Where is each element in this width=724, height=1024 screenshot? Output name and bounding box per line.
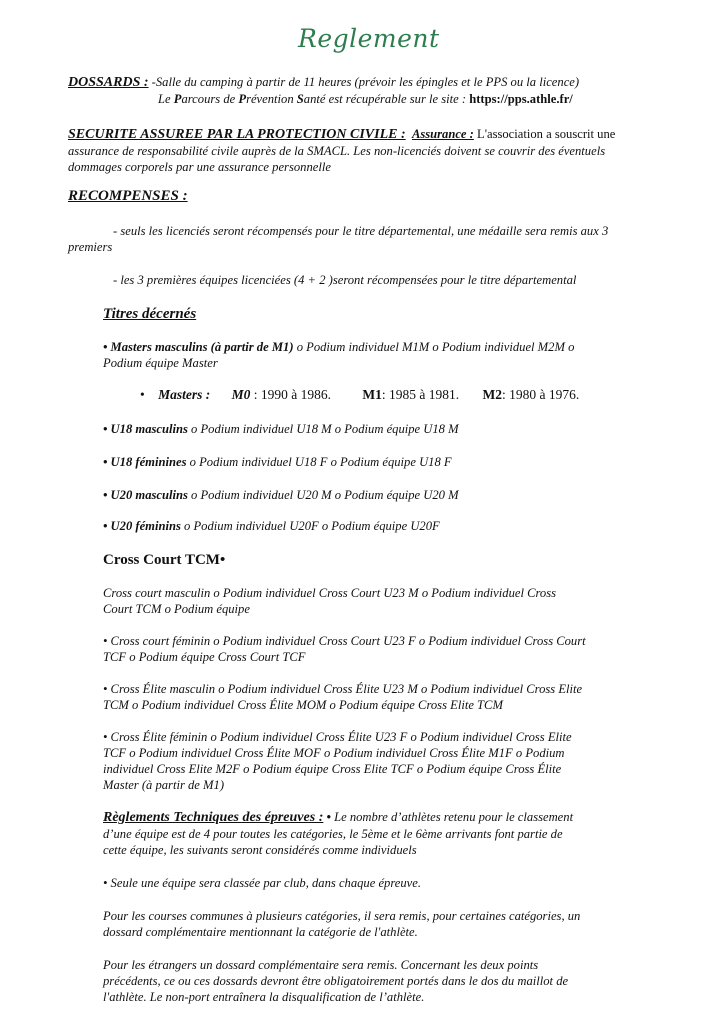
text-run: : 1980 à 1976.	[502, 387, 580, 402]
dossards-text: -Salle du camping à partir de 11 heures (prévoir les épingles et le PPS ou la licence)	[148, 75, 580, 89]
cross-p3-line-1: • Cross Élite masculin o Podium individuel Cross Élite U23 M o Podium individuel Cross Elite	[103, 682, 583, 696]
text-run: Masters :	[158, 387, 211, 402]
reglements-p3-line-2: dossard complémentaire mentionnant la catégorie de l'athlète.	[103, 925, 418, 939]
cross-p1-line-1: Cross court masculin o Podium individuel Cross Court U23 M o Podium individuel Cross	[103, 586, 557, 600]
text-run: P	[238, 92, 247, 106]
cross-p2-line-2: TCF o Podium équipe Cross Court TCF	[103, 650, 306, 664]
text-run: o Podium individuel M1M o Podium individuel M2M o	[293, 340, 575, 354]
recompenses-item-1-line-2: premiers	[68, 240, 113, 254]
cross-p4-line-2: TCF o Podium individuel Cross Élite MOF o Podium individuel Cross Élite M1F o Podium	[103, 746, 565, 760]
cross-court-heading: Cross Court TCM•	[103, 552, 226, 568]
recompenses-item-1-line-1: - seuls les licenciés seront récompensés pour le titre départemental, une médaille sera remis aux 3	[113, 224, 609, 238]
pps-url-link[interactable]: https://pps.athle.fr/	[469, 92, 573, 106]
dossards-heading: DOSSARDS :	[68, 75, 149, 90]
text-run: S	[296, 92, 304, 106]
reglements-p4-line-1: Pour les étrangers un dossard complémentaire sera remis. Concernant les deux points	[103, 958, 539, 972]
cross-p3-line-2: TCM o Podium individuel Cross Élite MOM o Podium équipe Cross Elite TCM	[103, 698, 503, 712]
masters-line-1	[103, 339, 574, 355]
cross-p4-line-1: • Cross Élite féminin o Podium individuel Cross Élite U23 F o Podium individuel Cross Elite	[103, 730, 572, 744]
cross-p2-line-1: • Cross court féminin o Podium individuel Cross Court U23 F o Podium individuel Cross Court	[103, 634, 586, 648]
cross-p4-line-3: individuel Cross Elite M2F o Podium équipe Cross Elite TCF o Podium équipe Cross Élite	[103, 762, 562, 776]
masters-ages-line	[140, 387, 579, 403]
text-run: M2	[482, 387, 503, 402]
reglements-line-2: d’une équipe est de 4 pour toutes les catégories, le 5ème et le 6ème arrivants font partie de	[103, 827, 563, 841]
text-run: Le	[158, 92, 174, 106]
u20-feminins-line	[103, 518, 440, 534]
assurance-label: Assurance :	[411, 127, 474, 141]
text-run: révention	[246, 92, 297, 106]
recompenses-heading: RECOMPENSES :	[68, 188, 188, 204]
masters-line-2: Podium équipe Master	[103, 356, 218, 370]
text-run: o Podium individuel U18 M o Podium équipe U18 M	[187, 422, 459, 436]
text-run: M0	[231, 387, 251, 402]
securite-heading: SECURITE ASSUREE PAR LA PROTECTION CIVILE :	[68, 127, 406, 142]
reglements-p3-line-1: Pour les courses communes à plusieurs catégories, il sera remis, pour certaines catégories, un	[103, 909, 581, 923]
cross-p1-line-2: Court TCM o Podium équipe	[103, 602, 250, 616]
reglements-p4-line-2: précédents, ce ou ces dossards devront être obligatoirement portés dans le dos du maillot de	[103, 974, 569, 988]
securite-line-3: dommages corporels par une assurance personnelle	[68, 160, 331, 174]
reglements-p2: • Seule une équipe sera classée par club, dans chaque épreuve.	[103, 876, 421, 890]
text-run: • U20 féminins	[103, 519, 181, 533]
text-run: o Podium individuel U20 M o Podium équipe U20 M	[187, 488, 459, 502]
logo-text: Reglement	[298, 24, 440, 53]
text-run: M1	[362, 387, 382, 402]
securite-line-2: assurance de responsabilité civile auprès de la SMACL. Les non-licenciés doivent se couvrir des éventuels	[68, 144, 606, 158]
dossards-line-1	[68, 74, 579, 91]
u18-masculins-line	[103, 421, 459, 437]
text-run: •	[140, 387, 145, 402]
dossards-line-2	[158, 91, 573, 107]
text-run: : 1990 à 1986.	[250, 387, 332, 402]
text-run: arcours de	[181, 92, 239, 106]
text-run: o Podium individuel U20F o Podium équipe U20F	[180, 519, 440, 533]
text-run: : 1985 à 1981.	[381, 387, 460, 402]
text-run: • U20 masculins	[103, 488, 188, 502]
text-run: o Podium individuel U18 F o Podium équipe U18 F	[186, 455, 452, 469]
reglement-logo	[298, 24, 440, 53]
text-run: • Masters masculins (à partir de M1)	[103, 340, 294, 354]
text-run: • U18 féminines	[103, 455, 187, 469]
text-run: •	[323, 810, 331, 824]
reglements-heading: Règlements Techniques des épreuves :	[103, 810, 324, 825]
text-run: Le nombre d’athlètes retenu pour le classement	[330, 810, 574, 824]
u20-masculins-line	[103, 487, 459, 503]
reglements-p4-line-3: l'athlète. Le non-port entraînera la disqualification de l’athlète.	[103, 990, 425, 1004]
u18-feminines-line	[103, 454, 452, 470]
reglements-line-3: cette équipe, les suivants seront considérés comme individuels	[103, 843, 417, 857]
reglements-line-1	[103, 809, 573, 826]
securite-line-1	[68, 126, 615, 143]
titres-heading: Titres décernés	[103, 306, 197, 322]
cross-p4-line-4: Master (à partir de M1)	[103, 778, 225, 792]
recompenses-item-2: - les 3 premières équipes licenciées (4 + 2 )seront récompensées pour le titre départemental	[113, 273, 577, 287]
text-run: L'association a souscrit une	[473, 127, 616, 141]
text-run: • U18 masculins	[103, 422, 188, 436]
text-run: P	[173, 92, 182, 106]
text-run: anté est récupérable sur le site :	[303, 92, 470, 106]
